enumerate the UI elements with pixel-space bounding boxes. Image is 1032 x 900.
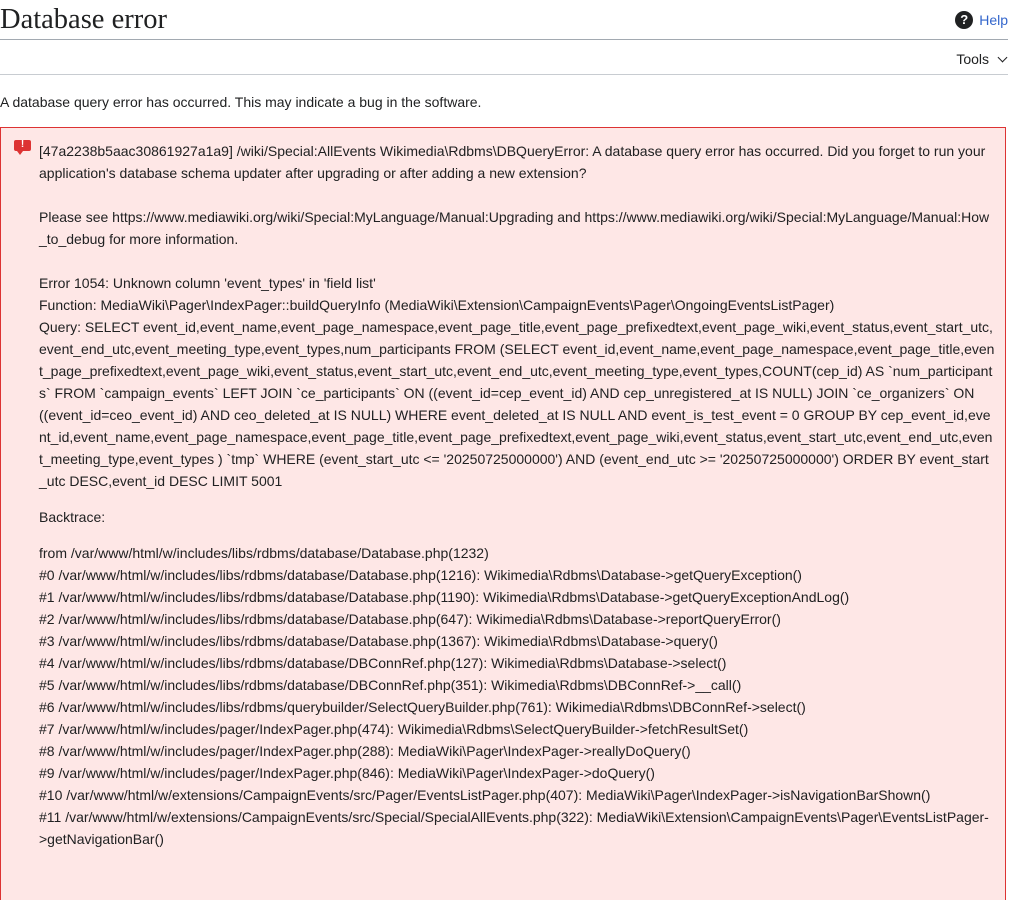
backtrace-line: #4 /var/www/html/w/includes/libs/rdbms/database/DBConnRef.php(127): Wikimedia\Rdbms\Database->select() [39, 655, 727, 671]
page-title: Database error [0, 4, 167, 35]
backtrace-line: from /var/www/html/w/includes/libs/rdbms/database/Database.php(1232) [39, 545, 489, 561]
error-summary: [47a2238b5aac30861927a1a9] /wiki/Special:AllEvents Wikimedia\Rdbms\DBQueryError: A database query error has occurred. Did you forget to run your application's database schema updater after upgrading or after adding a new extension? [39, 143, 990, 181]
backtrace-line: #0 /var/www/html/w/includes/libs/rdbms/database/Database.php(1216): Wikimedia\Rdbms\Database->getQueryException() [39, 567, 802, 583]
error-icon: ! [14, 140, 31, 151]
help-link[interactable] [955, 11, 1008, 29]
chevron-down-icon [998, 52, 1008, 62]
intro-text: A database query error has occurred. This may indicate a bug in the software. [0, 94, 482, 110]
error-function-line: Function: MediaWiki\Pager\IndexPager::buildQueryInfo (MediaWiki\Extension\CampaignEvents\Pager\OngoingEventsListPager) [39, 297, 835, 313]
tools-dropdown-button[interactable] [956, 51, 1008, 67]
backtrace-list [39, 542, 995, 850]
error-content [39, 140, 995, 850]
backtrace-line: #11 /var/www/html/w/extensions/CampaignEvents/src/Special/SpecialAllEvents.php(322): MediaWiki\Extension\CampaignEvents\Pager\EventsListPager->getNavigationBar() [39, 809, 989, 847]
backtrace-label: Backtrace: [39, 509, 106, 525]
help-icon: ? [955, 11, 973, 29]
error-see-also: Please see https://www.mediawiki.org/wiki/Special:MyLanguage/Manual:Upgrading and https://www.mediawiki.org/wiki/Special:MyLanguage/Manual:How_to_debug for more information. [39, 209, 990, 247]
tools-label: Tools [956, 51, 989, 67]
backtrace-line: #6 /var/www/html/w/includes/libs/rdbms/querybuilder/SelectQueryBuilder.php(761): Wikimedia\Rdbms\DBConnRef->select() [39, 699, 806, 715]
help-label: Help [979, 12, 1008, 28]
page-header [0, 0, 1008, 40]
error-code-line: Error 1054: Unknown column 'event_types' in 'field list' [39, 275, 376, 291]
error-message-box [0, 127, 1006, 900]
backtrace-line: #10 /var/www/html/w/extensions/CampaignEvents/src/Pager/EventsListPager.php(407): MediaWiki\Pager\IndexPager->isNavigationBarShown() [39, 787, 931, 803]
backtrace-line: #3 /var/www/html/w/includes/libs/rdbms/database/Database.php(1367): Wikimedia\Rdbms\Database->query() [39, 633, 718, 649]
error-query: Query: SELECT event_id,event_name,event_page_namespace,event_page_title,event_page_prefixedtext,event_page_wiki,event_status,event_start_utc,event_end_utc,event_meeting_type,event_types,num_participants FROM (SELECT event_id,event_name,event_page_namespace,event_page_title,event_page_prefixedtext,event_page_wiki,event_status,event_start_utc,event_end_utc,event_meeting_type,event_types,COUNT(cep_id) AS `num_participants` FROM `campaign_events` LEFT JOIN `ce_participants` ON ((event_id=cep_event_id) AND cep_unregistered_at IS NULL) JOIN `ce_organizers` ON ((event_id=ceo_event_id) AND ceo_deleted_at IS NULL) WHERE event_deleted_at IS NULL AND event_is_test_event = 0 GROUP BY cep_event_id,event_id,event_name,event_page_namespace,event_page_title,event_page_prefixedtext,event_page_wiki,event_status,event_start_utc,event_end_utc,event_meeting_type,event_types ) `tmp` WHERE (event_start_utc <= '20250725000000') AND (event_end_utc >= '20250725000000') ORDER BY event_start_utc DESC,event_id DESC LIMIT 5001 [39, 319, 995, 489]
page-toolbar [0, 40, 1008, 75]
backtrace-line: #2 /var/www/html/w/includes/libs/rdbms/database/Database.php(647): Wikimedia\Rdbms\Database->reportQueryError() [39, 611, 781, 627]
backtrace-line: #8 /var/www/html/w/includes/pager/IndexPager.php(288): MediaWiki\Pager\IndexPager->reallyDoQuery() [39, 743, 691, 759]
backtrace-line: #5 /var/www/html/w/includes/libs/rdbms/database/DBConnRef.php(351): Wikimedia\Rdbms\DBConnRef->__call() [39, 677, 742, 693]
backtrace-line: #9 /var/www/html/w/includes/pager/IndexPager.php(846): MediaWiki\Pager\IndexPager->doQuery() [39, 765, 655, 781]
backtrace-line: #7 /var/www/html/w/includes/pager/IndexPager.php(474): Wikimedia\Rdbms\SelectQueryBuilder->fetchResultSet() [39, 721, 749, 737]
backtrace-line: #1 /var/www/html/w/includes/libs/rdbms/database/Database.php(1190): Wikimedia\Rdbms\Database->getQueryExceptionAndLog() [39, 589, 850, 605]
